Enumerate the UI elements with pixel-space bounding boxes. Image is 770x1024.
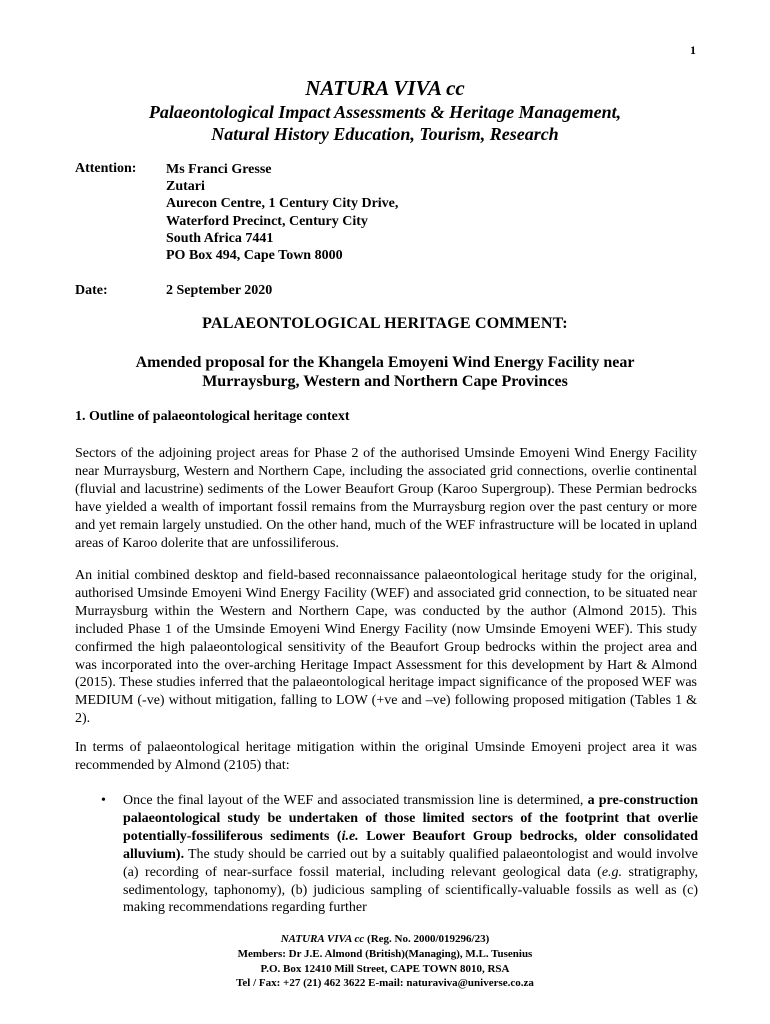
bullet-bold-italic-part: i.e.: [341, 828, 359, 844]
page-number: 1: [690, 43, 696, 57]
attention-line: Ms Franci Gresse: [166, 162, 272, 177]
footer-members: Members: Dr J.E. Almond (British)(Managing), M.L. Tusenius: [237, 947, 533, 960]
footer-registration: (Reg. No. 2000/019296/23): [364, 933, 490, 945]
company-tagline-line2: Natural History Education, Tourism, Research: [211, 124, 559, 144]
attention-address-block: [166, 161, 398, 264]
date-value: 2 September 2020: [166, 283, 273, 298]
attention-line: South Africa 7441: [166, 230, 274, 246]
date-label: Date:: [75, 283, 108, 298]
bullet-text-part: The study should be carried out by a suitably qualified palaeontologist and would involve (a) recording of near-surface fossil material, including relevant geological data (: [123, 846, 698, 880]
paragraph-mitigation-intro: In terms of palaeontological heritage mitigation within the original Umsinde Emoyeni project area it was recommended by Almond (2105) that:: [75, 740, 697, 773]
attention-line: Waterford Precinct, Century City: [166, 213, 368, 229]
attention-line: Zutari: [166, 179, 205, 195]
document-title: PALAEONTOLOGICAL HERITAGE COMMENT:: [202, 315, 568, 332]
company-name: NATURA VIVA cc: [305, 76, 465, 100]
attention-line: PO Box 494, Cape Town 8000: [166, 248, 343, 264]
bullet-text: [123, 792, 698, 917]
bullet-bold-part: a pre-construction palaeontological study be undertaken of those limited sectors of the footprint that overlie potentially-fossiliferous sediments (: [123, 793, 698, 844]
company-tagline-line1: Palaeontological Impact Assessments & Heritage Management,: [148, 102, 622, 122]
footer-line-registration: [0, 932, 770, 947]
bullet-icon: •: [101, 793, 106, 808]
bullet-text-part: stratigraphy, sedimentology, taphonomy), (b) judicious sampling of scientifically-valuable fossils as well as (c) making recommendations regarding further: [123, 864, 699, 916]
bullet-bold-part: Lower Beaufort Group bedrocks, older consolidated alluvium).: [123, 828, 698, 862]
document-subtitle: Amended proposal for the Khangela Emoyeni Wind Energy Facility near Murraysburg, Western and Northern Cape Provinces: [135, 354, 635, 390]
section-heading: 1. Outline of palaeontological heritage context: [75, 409, 350, 424]
bullet-text-part: Once the final layout of the WEF and associated transmission line is determined,: [123, 793, 588, 808]
paragraph-previous-study: An initial combined desktop and field-based reconnaissance palaeontological heritage study for the original, authorised Umsinde Emoyeni Wind Energy Facility (WEF) and associated grid connection, to be situated near Murraysburg within the Western and Northern Cape, was conducted by the author (Almond 2015). This included Phase 1 of the Umsinde Emoyeni Wind Energy Facility (now Umsinde Emoyeni WEF). This study confirmed the high palaeontological sensitivity of the Beaufort Group bedrocks within the project area and was incorporated into the over-arching Heritage Impact Assessment for this development by Hart & Almond (2015). These studies inferred that the palaeontological heritage impact significance of the proposed WEF was MEDIUM (-ve) without mitigation, falling to LOW (+ve and –ve) following proposed mitigation (Tables 1 & 2).: [75, 568, 697, 727]
footer-postal-address: P.O. Box 12410 Mill Street, CAPE TOWN 8010, RSA: [260, 962, 510, 975]
bullet-italic-part: e.g.: [601, 864, 623, 880]
attention-line: Aurecon Centre, 1 Century City Drive,: [166, 196, 399, 212]
footer-contact: Tel / Fax: +27 (21) 462 3622 E-mail: naturaviva@universe.co.za: [236, 977, 534, 990]
paragraph-context: Sectors of the adjoining project areas for Phase 2 of the authorised Umsinde Emoyeni Wind Energy Facility near Murraysburg, Western and Northern Cape, including the associated grid connections, overlie continental (fluvial and lacustrine) sediments of the Lower Beaufort Group (Karoo Supergroup). These Permian bedrocks have yielded a wealth of important fossil remains from the Murraysburg region over the past century or more and yet remain largely unstudied. On the other hand, much of the WEF infrastructure will be located in upland areas of Karoo dolerite that are unfossiliferous.: [75, 446, 697, 551]
footer-company-name: NATURA VIVA cc: [280, 933, 365, 945]
page-footer: [0, 932, 770, 991]
attention-label: Attention:: [75, 161, 137, 176]
